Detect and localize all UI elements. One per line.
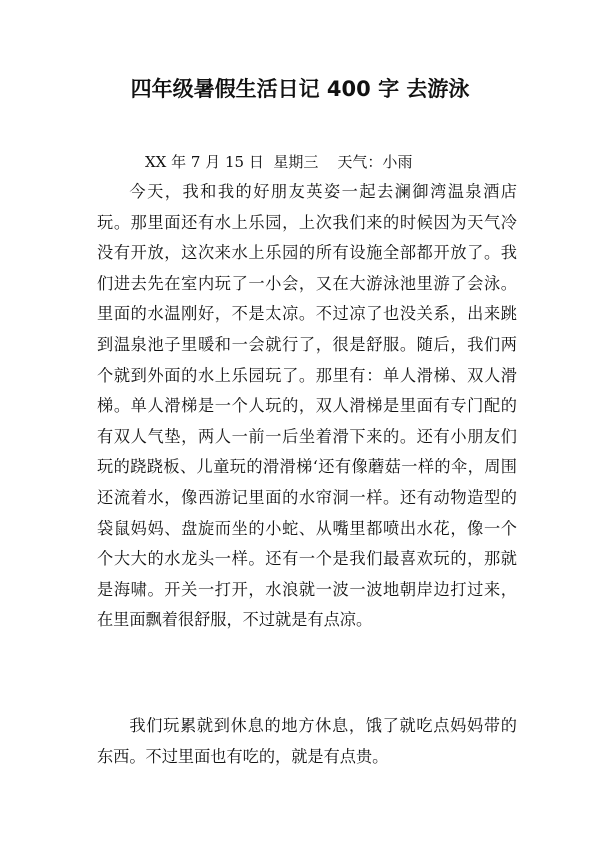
body-paragraph: 今天，我和我的好朋友英姿一起去澜御湾温泉酒店玩。那里面还有水上乐园，上次我们来的时候因为天气冷没有开放，这次来水上乐园的所有设施全部都开放了。我们进去先在室内玩了一小会，又在大游泳池里游了会泳。里面的水温刚好，不是太凉。不过凉了也没关系，出来跳到温泉池子里暖和一会就行了，很是舒服。随后，我们两个就到外面的水上乐园玩了。那里有：单人滑梯、双人滑梯。单人滑梯是一个人玩的，双人滑梯是里面有专门配的有双人气垫，两人一前一后坐着滑下来的。还有小朋友们玩的跷跷板、儿童玩的滑滑梯‘还有像蘑菇一样的伞，周围还流着水，像西游记里面的水帘洞一样。还有动物造型的袋鼠妈妈、盘旋而坐的小蛇、从嘴里都喷出水花，像一个个大大的水龙头一样。还有一个是我们最喜欢玩的，那就是海啸。开关一打开，水浪就一波一波地朝岸边打过来，在里面飘着很舒服，不过就是有点凉。 xyxy=(97,182,517,630)
diary-dateline: XX 年 7 月 15 日 星期三 天气：小雨 xyxy=(145,153,413,171)
body-paragraph: 我们玩累就到休息的地方休息，饿了就吃点妈妈带的东西。不过里面也有吃的，就是有点贵。 xyxy=(97,716,517,766)
document-title: 四年级暑假生活日记 400 字 去游泳 xyxy=(130,77,470,101)
